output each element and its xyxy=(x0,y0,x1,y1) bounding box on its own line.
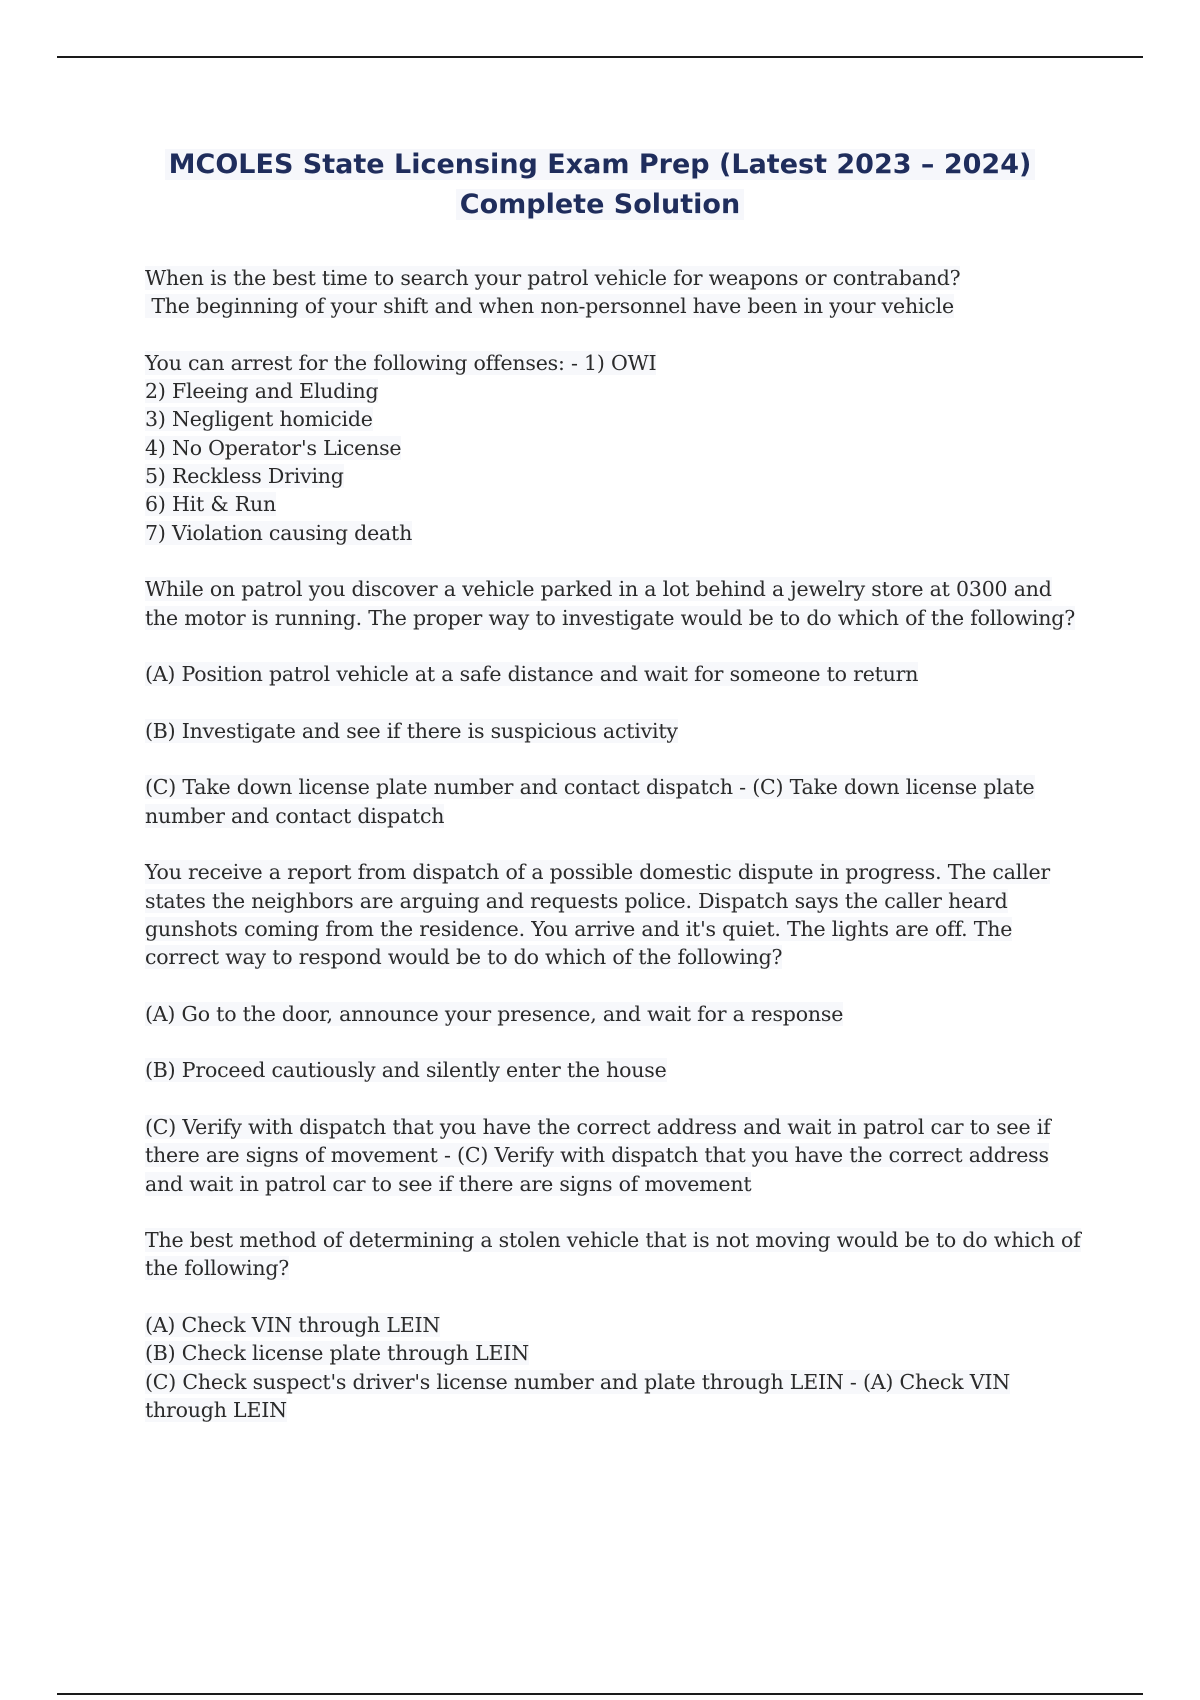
list-item: 5) Reckless Driving xyxy=(145,464,344,489)
option-a: (A) Go to the door, announce your presence, and wait for a response xyxy=(145,1001,844,1026)
list-item: 6) Hit & Run xyxy=(145,492,276,517)
list-item: 2) Fleeing and Eluding xyxy=(145,379,379,404)
question-text: You can arrest for the following offenses: - 1) OWI xyxy=(145,350,657,375)
list-item: 3) Negligent homicide xyxy=(145,407,373,432)
option-c: (C) Take down license plate number and contact dispatch - (C) Take down license plate xyxy=(145,775,1035,800)
question-text: correct way to respond would be to do which of the following? xyxy=(145,945,783,970)
paragraph-gap xyxy=(145,1198,1095,1226)
option-c: and wait in patrol car to see if there are signs of movement xyxy=(145,1171,752,1196)
question-text: states the neighbors are arguing and requests police. Dispatch says the caller heard xyxy=(145,888,1008,913)
question-block-1 xyxy=(145,264,1095,321)
question-text: You receive a report from dispatch of a possible domestic dispute in progress. The caller xyxy=(145,860,1050,885)
paragraph-gap xyxy=(145,1085,1095,1113)
paragraph-gap xyxy=(145,547,1095,575)
question-text: While on patrol you discover a vehicle parked in a lot behind a jewelry store at 0300 and xyxy=(145,577,1052,602)
paragraph-gap xyxy=(145,321,1095,349)
paragraph-gap xyxy=(145,632,1095,660)
document-body xyxy=(145,264,1095,1424)
option-a: (A) Position patrol vehicle at a safe distance and wait for someone to return xyxy=(145,662,919,687)
answer-text: The beginning of your shift and when non-personnel have been in your vehicle xyxy=(145,294,954,319)
question-block-2 xyxy=(145,349,1095,547)
paragraph-gap xyxy=(145,745,1095,773)
option-c: there are signs of movement - (C) Verify with dispatch that you have the correct address xyxy=(145,1143,1049,1168)
option-b: (B) Investigate and see if there is suspicious activity xyxy=(145,718,678,743)
top-rule xyxy=(57,56,1143,58)
option-b: (B) Check license plate through LEIN xyxy=(145,1341,529,1366)
option-c: (C) Verify with dispatch that you have the correct address and wait in patrol car to see if xyxy=(145,1114,1051,1139)
option-a: (A) Check VIN through LEIN xyxy=(145,1312,441,1337)
option-c: through LEIN xyxy=(145,1397,287,1422)
paragraph-gap xyxy=(145,688,1095,716)
question-text: The best method of determining a stolen vehicle that is not moving would be to do which of xyxy=(145,1228,1081,1253)
paragraph-gap xyxy=(145,1028,1095,1056)
question-text: gunshots coming from the residence. You arrive and it's quiet. The lights are off. The xyxy=(145,916,1013,941)
question-text: the motor is running. The proper way to investigate would be to do which of the following? xyxy=(145,605,1076,630)
list-item: 4) No Operator's License xyxy=(145,435,402,460)
question-block-4 xyxy=(145,858,1095,971)
question-text: the following? xyxy=(145,1256,290,1281)
paragraph-gap xyxy=(145,1283,1095,1311)
question-block-3 xyxy=(145,575,1095,632)
option-c: number and contact dispatch xyxy=(145,803,445,828)
paragraph-gap xyxy=(145,830,1095,858)
list-item: 7) Violation causing death xyxy=(145,520,413,545)
title-line-2: Complete Solution xyxy=(0,185,1200,225)
bottom-rule xyxy=(57,1693,1143,1695)
question-text: When is the best time to search your patrol vehicle for weapons or contraband? xyxy=(145,266,961,290)
paragraph-gap xyxy=(145,971,1095,999)
question-block-5 xyxy=(145,1226,1095,1283)
option-c: (C) Check suspect's driver's license number and plate through LEIN - (A) Check VIN xyxy=(145,1369,1010,1394)
document-title xyxy=(0,145,1200,225)
option-b: (B) Proceed cautiously and silently enter the house xyxy=(145,1058,667,1083)
title-line-1: MCOLES State Licensing Exam Prep (Latest 2023 – 2024) xyxy=(0,145,1200,185)
